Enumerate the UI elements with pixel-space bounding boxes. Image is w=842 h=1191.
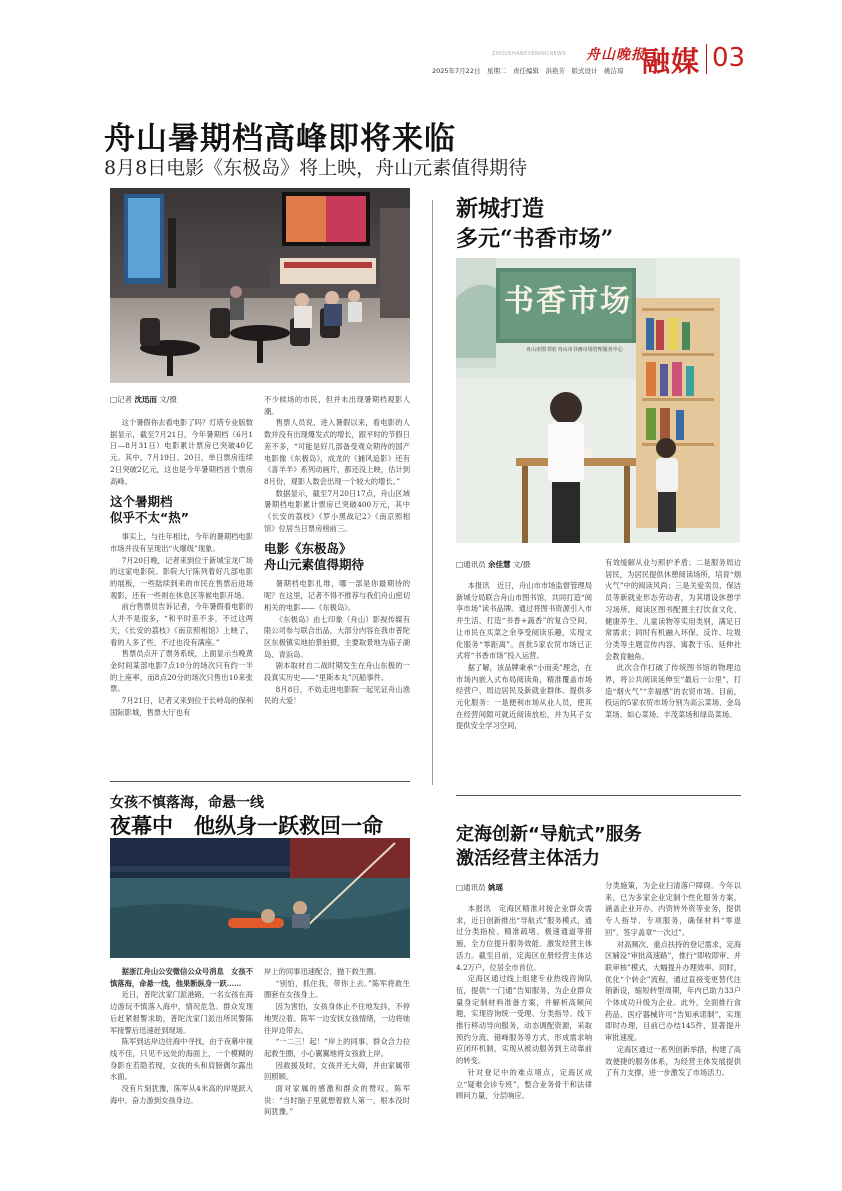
cinema-lobby-photo [110,188,410,383]
paragraph: 数据显示，截至7月20日17点，舟山区域暑期档电影累计票房已突破400万元，其中《长安的荔枝》《罗小黑战记2》《南京照相馆》位居当日票房榜前三。 [264,488,410,533]
paragraph: 这个暑假你去看电影了吗？灯塔专业版数据显示，截至7月21日，今年暑期档（6月1日—8月31日）电影累计票房已突破40亿元。其中，7月19日、20日，单日票房连续2日突破2亿元，这也是今年暑期档首个票房高峰。 [110,418,254,486]
credit-label: □通讯员 [456,560,486,569]
main-subtitle: 8月8日电影《东极岛》将上映，舟山元素值得期待 [104,157,528,179]
paragraph: 事实上，与往年相比，今年的暑期档电影市场并没有呈现出“火爆级”现象。 [110,532,254,553]
section-name: 融媒 [642,45,701,78]
book-market-sign: 书香市场 [504,284,632,319]
paragraph: 售票员点开了票务系统，上面显示当晚黄金时间某部电影7点10分的场次只有约一半的上座率，而8点20分的场次只售出10来张票。 [110,649,254,694]
paragraph: 有效缓解从业与照护矛盾；二是服务周边居民，为居民提供休憩阅读场所，培育“烟火气”中的阅读风尚；三是关爱卖员、保洁员等新就业形态劳动者，为其增设休憩学习场所。阅读区图书配置主打饮食文化、健康养生、儿童读物等实用类别，满足日常需求；同时有机融入环保、反诈、垃圾分类等主题宣传内容，寓教于乐，延伸社会教育触角。 [605,558,741,661]
credit-tail: 文/摄 [512,560,531,569]
section-subhead: 电影《东极岛》 舟山元素值得期待 [264,541,365,573]
paragraph: 因救援及时，女孩并无大碍，并由家属带回照顾。 [264,1060,410,1082]
paragraph: 针对登记中的难点堵点，定海区成立“疑难会诊专班”，整合业务骨干和法律顾问力量，分层响应、 [456,1067,592,1101]
credit-label: □记者 [110,395,133,404]
dinghai-col2 [605,880,741,1079]
paragraph: 据浙江舟山公安微信公众号消息 女孩不慎落海，命悬一线，他果断纵身一跃…… [110,967,254,988]
paragraph: 对高频次、重点扶持的登记需求，定海区辅设“审批高速路”，推行“即收即审、并联审核”模式，大幅提升办理效率。同时，优化“个转企”流程，通过直接变更替代注销新设，缩短转型周期，年内已助力33户个体成功升级为企业。此外，全面推行食药品、医疗器械许可“告知承诺制”，实现即时办理，目前已办结145件，显著提升审批速度。 [605,939,741,1043]
paragraph: 近日，普陀沈家门派港路，一名女孩在海边游玩不慎落入海中，情况危急。群众发现后赶紧报警求助，普陀沈家门派出所民警陈军接警后迅速赶到现场。 [110,990,254,1035]
credit-tail: 文/摄 [159,395,177,404]
bookmarket-title-line2: 多元“书香市场” [456,226,614,252]
paragraph: 因为害怕，女孩身体止不住地发抖，不停地哭泣着。陈军一边安抚女孩情绪，一边将她往岸边带去。 [264,1002,410,1035]
masthead-pinyin: ZHOUSHANEVENINGNEWS [492,51,567,57]
book-market-photo [456,258,740,543]
bookmarket-credit [456,559,530,570]
paragraph: 定海区通过一系列创新举措，构建了高效便捷的服务体系，为经营主体发展提供了有力支撑，进一步激发了市场活力。 [605,1044,741,1078]
book-market-sign-sub: 舟山市图书馆 舟山市书画市场管理服务中心 [526,347,623,353]
dinghai-credit [456,882,503,893]
paragraph: 《东极岛》由七印象（舟山）影视传媒有限公司参与联合出品，大部分内容在我市普陀区东极镇实地拍景拍摄，主要取景地为庙子湖岛、青浜岛。 [264,614,410,659]
paragraph: 7月20日晚，记者来到位于新城宝龙广场的这家电影院。影院大厅陈列着好几部电影的展板，一些陆续到来的市民在售票后进场观影，还有一些则在休息区等候电影开场。 [110,555,253,600]
paragraph: 面对家属的感激和群众的赞叹，陈军说：“当时脑子里就想着救人第一，根本没时间犹豫。” [264,1084,410,1117]
section-divider-right [456,795,741,796]
paragraph: 陈军到达岸边往海中寻找，由于夜幕中视线不佳，只见不远处的海面上，一个模糊的身影在若隐若现，女孩的头和肩膀偶尔露出水面。 [110,1037,254,1082]
column-divider [432,200,433,785]
credit-label: □通讯员 [456,883,486,892]
rescue-headline: 夜幕中 他纵身一跃救回一命 [110,814,383,838]
dinghai-title-line1: 定海创新“导航式”服务 [456,824,642,845]
paragraph: 售票人员说，进入暑假以来，看电影的人数并没有出现爆发式的增长，跟平时的节假日差不多，“可能是好几部备受观众期待的国产电影像《东极岛》，成龙的《捕风追影》还有《喜羊羊》系列动画片，都还没上映，估计到8月份，观影人数会出现一个较大的增长。” [264,418,410,486]
paragraph: 7月21日，记者又来到位于长峙岛的保利国际影城，售票大厅也有 [110,696,253,717]
paragraph: 不少候场的市民，但并未出现暑期档观影人潮。 [264,395,410,416]
paragraph: 剧本取材自二战时期发生在舟山东极的一段真实历史——“里斯本丸”沉船事件。 [264,661,410,683]
newspaper-logo: 舟山晚报 [586,47,646,63]
bookmarket-col2 [605,557,741,721]
main-headline: 舟山暑期档高峰即将来临 [104,121,456,157]
page-number: 03 [712,43,746,73]
paragraph: 据了解，该品牌秉承“小而美”理念，在市场内嵌入式布局阅读角，精准覆盖市场经营户、周边居民及新就业群体。提供多元化服务：一是便利市场从业人员，使其在经营间隙可就近阅读放松，并为其子女提供安全学习空间， [456,662,592,731]
paragraph: “别怕，抓住我，带你上去。”陈军将救生圈套在女孩身上。 [264,978,410,1000]
main-article-col2 [264,394,410,707]
paragraph: 8月8日，不妨走进电影院一起见证舟山渔民的大爱！ [264,684,410,706]
credit-name: 余佳慧 [487,560,511,569]
bookmarket-col1 [456,580,592,732]
main-credit [110,394,177,405]
dinghai-col1 [456,903,592,1102]
rescue-photo [110,838,410,958]
masthead-divider [706,44,707,74]
paragraph: 没有片刻犹豫，陈军从4米高的岸堤跃入海中，奋力游到女孩身边。 [110,1084,253,1105]
paragraph: 暑期档电影扎堆，哪一部是你最期待的呢？在这里，记者不得不推荐与我们舟山密切相关的电影——《东极岛》。 [264,579,410,612]
paragraph: 定海区通过线上组建专业热线咨询队伍，提供“一门通”告知服务，为企业群众量身定制材料准备方案，并解析高频问题，实现咨询统一受理、分类指导。线下推行移动导向服务，动态调配资源，采取预约分流、错峰服务等方式，形成需求响应闭环机制，实现从被动服务到主动靠前的转变。 [456,974,592,1066]
paragraph: 分类施策，为企业扫清落户障碍。今年以来，已为多家企业定制个性化服务方案，涵盖企业开办、内资转外资等业务，提供专人指导、专项服务，确保材料“零退回”、签字盖章“一次过”。 [605,881,741,937]
issue-meta: 2025年7月22日 星期二 责任编辑 洪艳芳 版式设计 姚洁琼 [432,67,624,75]
dinghai-title-line2: 激活经营主体活力 [456,848,600,869]
credit-name: 沈迅而 [134,395,157,404]
paragraph: 此次合作打破了传统图书馆的物理边界，将公共阅读延伸至“最后一公里”，打造“烟火气”“幸福感”的农贸市场。目前，投运的5家农贸市场分别为高云菜场、金岛菜场、如心菜场、丰茂菜场和绿岛菜场。 [605,663,741,720]
paragraph: 本报讯 近日，舟山市市场监督管理局新城分局联合舟山市图书馆，共同打造“阅享市场”读书品牌。通过将图书资源引入市井生活，打造“书香+蔬香”的复合空间，让市民在买菜之余享受阅读乐趣，实现文化服务“零距离”。首批5家农贸市场已正式将“书香市场”投入运营。 [456,581,592,661]
paragraph: “一二三！起！”岸上的同事、群众合力拉起救生圈，小心翼翼地将女孩救上岸。 [264,1037,410,1058]
credit-name: 姚瑶 [487,883,503,892]
section-subhead: 这个暑期档 似乎不太“热” [110,494,189,526]
paragraph: 岸上的同事迅速配合，抛下救生圈。 [264,967,381,976]
bookmarket-title-line1: 新城打造 [456,196,545,222]
section-divider-left [110,781,410,782]
rescue-col2 [264,966,410,1118]
main-article-col1 [110,417,253,718]
rescue-col1 [110,966,253,1106]
rescue-kicker: 女孩不慎落海，命悬一线 [110,795,264,811]
paragraph: 本报讯 定海区精准对接企业群众需求，近日创新推出“导航式”服务模式，通过分类指检、精准疏堵、极速通道等措施，全方位提升服务效能、激发经营主体活力。截至目前，定海区在册经营主体达4.2万户，位居全市首位。 [456,904,592,972]
paragraph: 前台售票员告诉记者，今年暑假看电影的人并不是很多，“和平时差不多，不过这两天，《长安的荔枝》《南京照相馆》上映了，看的人多了些，不过也没有满座。” [110,602,254,647]
